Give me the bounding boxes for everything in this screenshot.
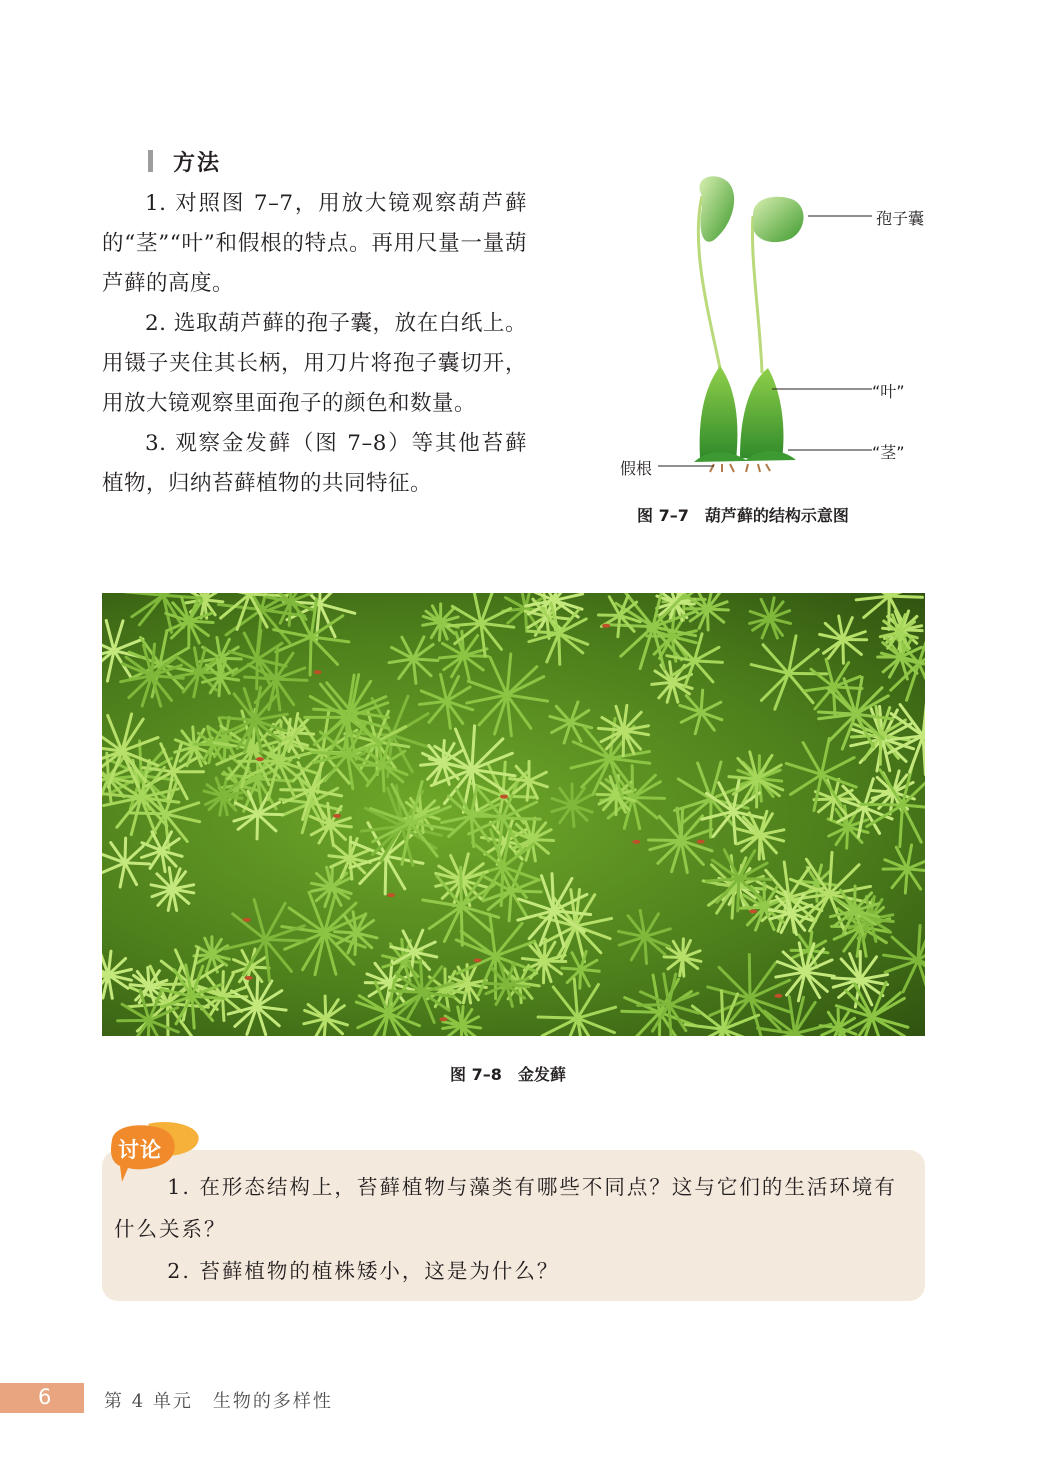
discussion-question: 2. 苔藓植物的植株矮小，这是为什么？ (167, 1259, 560, 1283)
method-step: 3. 观察金发藓（图 7–8）等其他苔藓植物，归纳苔藓植物的共同特征。 (102, 431, 527, 496)
discussion-questions (114, 1166, 914, 1292)
label-stem: “茎” (872, 443, 905, 462)
label-leaf: “叶” (872, 382, 905, 401)
figure-7-8-caption: 图 7–8 金发藓 (450, 1065, 566, 1084)
method-steps (102, 184, 527, 504)
method-step: 2. 选取葫芦藓的孢子囊，放在白纸上。用镊子夹住其长柄，用刀片将孢子囊切开，用放大镜观察里面孢子的颜色和数量。 (102, 311, 527, 416)
discussion-badge-label: 讨论 (118, 1138, 162, 1162)
label-rhizoid: 假根 (620, 459, 653, 478)
unit-title: 第 4 单元 生物的多样性 (104, 1391, 333, 1412)
hair-cap-moss-photo (102, 593, 925, 1036)
page-number: 6 (38, 1385, 52, 1409)
discussion-box (102, 1150, 925, 1301)
section-marker (148, 150, 153, 172)
moss-texture (102, 593, 925, 1036)
method-step: 1. 对照图 7–7，用放大镜观察葫芦藓的“茎”“叶”和假根的特点。再用尺量一量葫芦藓的高度。 (102, 191, 527, 296)
label-capsule: 孢子囊 (876, 209, 925, 228)
section-heading (148, 146, 221, 176)
discussion-question: 1. 在形态结构上，苔藓植物与藻类有哪些不同点？这与它们的生活环境有什么关系？ (114, 1175, 897, 1241)
section-title: 方法 (173, 150, 222, 176)
figure-7-7-caption: 图 7–7 葫芦藓的结构示意图 (637, 506, 849, 525)
moss-structure-diagram (610, 168, 940, 488)
